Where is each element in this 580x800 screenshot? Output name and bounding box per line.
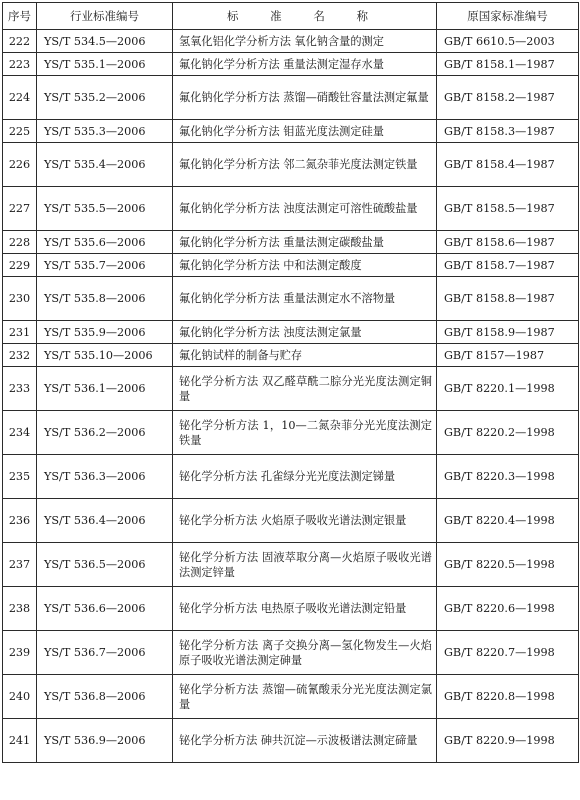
cell-industry-code: YS/T 535.5—2006 (37, 187, 173, 231)
cell-standard-name: 铋化学分析方法 蒸馏—硫氰酸汞分光光度法测定氯量 (173, 675, 437, 719)
table-row (3, 76, 579, 120)
cell-industry-code: YS/T 535.2—2006 (37, 76, 173, 120)
header-row (3, 3, 579, 30)
cell-standard-name: 铋化学分析方法 离子交换分离—氢化物发生—火焰原子吸收光谱法测定砷量 (173, 631, 437, 675)
table-row (3, 675, 579, 719)
header-seq: 序号 (3, 3, 37, 30)
cell-standard-name: 氢氧化铝化学分析方法 氧化钠含量的测定 (173, 30, 437, 53)
cell-seq: 223 (3, 53, 37, 76)
cell-original-code: GB/T 8158.2—1987 (437, 76, 579, 120)
cell-industry-code: YS/T 536.2—2006 (37, 411, 173, 455)
cell-industry-code: YS/T 536.7—2006 (37, 631, 173, 675)
table-row (3, 499, 579, 543)
cell-industry-code: YS/T 536.3—2006 (37, 455, 173, 499)
table-row (3, 231, 579, 254)
cell-standard-name: 铋化学分析方法 火焰原子吸收光谱法测定银量 (173, 499, 437, 543)
table-row (3, 120, 579, 143)
cell-seq: 241 (3, 719, 37, 763)
cell-standard-name: 氟化钠化学分析方法 重量法测定碳酸盐量 (173, 231, 437, 254)
cell-seq: 224 (3, 76, 37, 120)
table-row (3, 254, 579, 277)
table-row (3, 321, 579, 344)
cell-industry-code: YS/T 535.3—2006 (37, 120, 173, 143)
table-row (3, 30, 579, 53)
cell-original-code: GB/T 8220.6—1998 (437, 587, 579, 631)
cell-standard-name: 氟化钠化学分析方法 重量法测定水不溶物量 (173, 277, 437, 321)
cell-industry-code: YS/T 534.5—2006 (37, 30, 173, 53)
cell-seq: 230 (3, 277, 37, 321)
header-standard-name: 标 准 名 称 (173, 3, 437, 30)
cell-original-code: GB/T 8158.8—1987 (437, 277, 579, 321)
cell-standard-name: 氟化钠化学分析方法 浊度法测定可溶性硫酸盐量 (173, 187, 437, 231)
table-row (3, 587, 579, 631)
table-row (3, 719, 579, 763)
cell-original-code: GB/T 8158.1—1987 (437, 53, 579, 76)
cell-original-code: GB/T 8158.9—1987 (437, 321, 579, 344)
cell-seq: 238 (3, 587, 37, 631)
cell-industry-code: YS/T 536.8—2006 (37, 675, 173, 719)
cell-seq: 240 (3, 675, 37, 719)
cell-industry-code: YS/T 536.4—2006 (37, 499, 173, 543)
cell-industry-code: YS/T 535.8—2006 (37, 277, 173, 321)
cell-industry-code: YS/T 536.1—2006 (37, 367, 173, 411)
cell-original-code: GB/T 8158.4—1987 (437, 143, 579, 187)
cell-seq: 233 (3, 367, 37, 411)
table-row (3, 344, 579, 367)
cell-standard-name: 氟化钠化学分析方法 重量法测定湿存水量 (173, 53, 437, 76)
cell-original-code: GB/T 8158.6—1987 (437, 231, 579, 254)
cell-original-code: GB/T 8220.4—1998 (437, 499, 579, 543)
cell-seq: 228 (3, 231, 37, 254)
cell-standard-name: 氟化钠化学分析方法 浊度法测定氯量 (173, 321, 437, 344)
cell-industry-code: YS/T 536.9—2006 (37, 719, 173, 763)
cell-original-code: GB/T 8220.8—1998 (437, 675, 579, 719)
cell-standard-name: 氟化钠化学分析方法 蒸馏—硝酸钍容量法测定氟量 (173, 76, 437, 120)
table-row (3, 143, 579, 187)
cell-industry-code: YS/T 535.10—2006 (37, 344, 173, 367)
standards-table (2, 2, 579, 763)
cell-original-code: GB/T 8220.9—1998 (437, 719, 579, 763)
cell-seq: 236 (3, 499, 37, 543)
cell-industry-code: YS/T 535.4—2006 (37, 143, 173, 187)
cell-standard-name: 氟化钠化学分析方法 中和法测定酸度 (173, 254, 437, 277)
cell-industry-code: YS/T 535.6—2006 (37, 231, 173, 254)
cell-seq: 227 (3, 187, 37, 231)
cell-seq: 237 (3, 543, 37, 587)
cell-standard-name: 铋化学分析方法 孔雀绿分光光度法测定锑量 (173, 455, 437, 499)
cell-standard-name: 铋化学分析方法 砷共沉淀—示波极谱法测定碲量 (173, 719, 437, 763)
cell-industry-code: YS/T 536.6—2006 (37, 587, 173, 631)
cell-seq: 234 (3, 411, 37, 455)
cell-original-code: GB/T 8158.7—1987 (437, 254, 579, 277)
table-row (3, 455, 579, 499)
cell-original-code: GB/T 6610.5—2003 (437, 30, 579, 53)
cell-industry-code: YS/T 535.9—2006 (37, 321, 173, 344)
cell-standard-name: 铋化学分析方法 1，10—二氮杂菲分光光度法测定铁量 (173, 411, 437, 455)
cell-industry-code: YS/T 535.1—2006 (37, 53, 173, 76)
cell-original-code: GB/T 8157—1987 (437, 344, 579, 367)
table-row (3, 53, 579, 76)
table-row (3, 411, 579, 455)
table-row (3, 187, 579, 231)
table-row (3, 367, 579, 411)
cell-original-code: GB/T 8158.3—1987 (437, 120, 579, 143)
table-body (3, 30, 579, 763)
cell-original-code: GB/T 8158.5—1987 (437, 187, 579, 231)
header-original-code: 原国家标准编号 (437, 3, 579, 30)
cell-standard-name: 氟化钠化学分析方法 钼蓝光度法测定硅量 (173, 120, 437, 143)
cell-original-code: GB/T 8220.2—1998 (437, 411, 579, 455)
cell-original-code: GB/T 8220.7—1998 (437, 631, 579, 675)
cell-standard-name: 铋化学分析方法 电热原子吸收光谱法测定铅量 (173, 587, 437, 631)
cell-seq: 235 (3, 455, 37, 499)
table-row (3, 631, 579, 675)
table-row (3, 277, 579, 321)
cell-seq: 222 (3, 30, 37, 53)
cell-standard-name: 氟化钠化学分析方法 邻二氮杂菲光度法测定铁量 (173, 143, 437, 187)
cell-seq: 226 (3, 143, 37, 187)
cell-standard-name: 铋化学分析方法 双乙醛草酰二腙分光光度法测定铜量 (173, 367, 437, 411)
cell-original-code: GB/T 8220.5—1998 (437, 543, 579, 587)
table-row (3, 543, 579, 587)
cell-original-code: GB/T 8220.3—1998 (437, 455, 579, 499)
cell-standard-name: 铋化学分析方法 固液萃取分离—火焰原子吸收光谱法测定锌量 (173, 543, 437, 587)
cell-original-code: GB/T 8220.1—1998 (437, 367, 579, 411)
cell-seq: 239 (3, 631, 37, 675)
cell-industry-code: YS/T 536.5—2006 (37, 543, 173, 587)
header-industry-code: 行业标准编号 (37, 3, 173, 30)
cell-seq: 229 (3, 254, 37, 277)
cell-seq: 231 (3, 321, 37, 344)
cell-seq: 232 (3, 344, 37, 367)
cell-standard-name: 氟化钠试样的制备与贮存 (173, 344, 437, 367)
cell-seq: 225 (3, 120, 37, 143)
cell-industry-code: YS/T 535.7—2006 (37, 254, 173, 277)
